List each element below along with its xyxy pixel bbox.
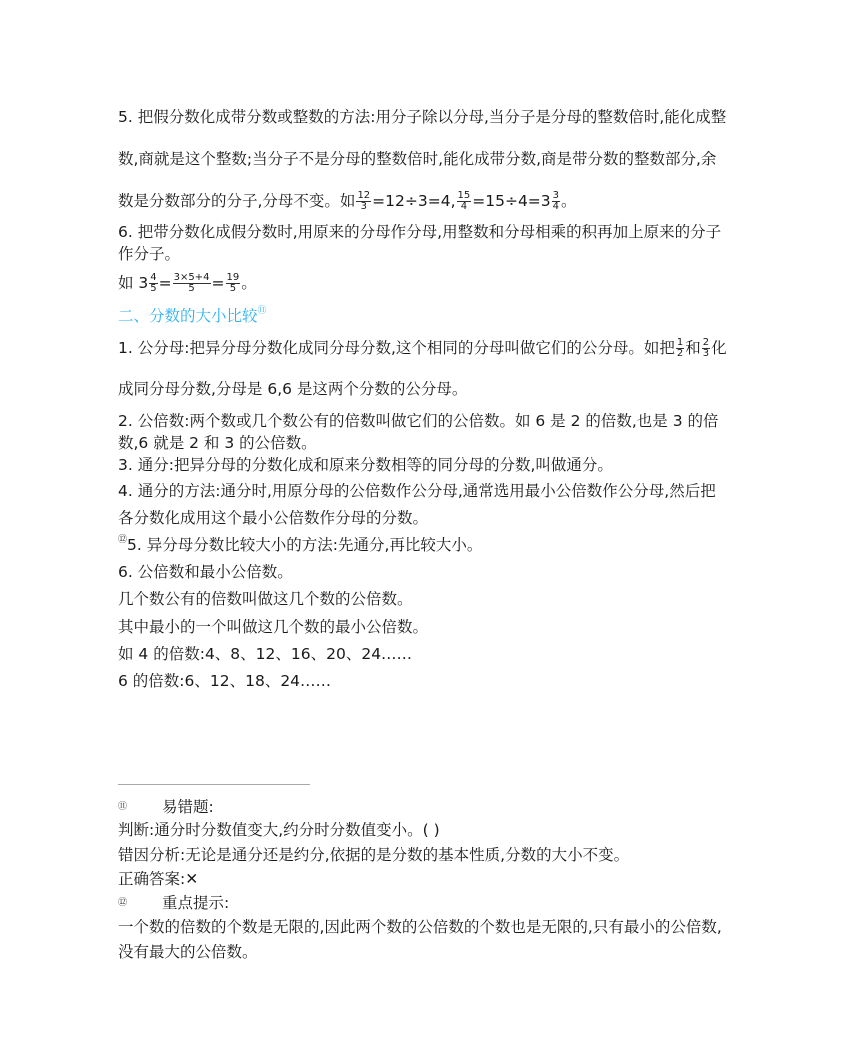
fraction-expression: $\frac{3\times 5+4}{5}$: [173, 272, 210, 294]
s5-line: ⑫5. 异分母分数比较大小的方法:先通分,再比较大小。: [118, 535, 483, 554]
footnote-12-line: 一个数的倍数的个数是无限的,因此两个数的公倍数的个数也是无限的,只有最小的公倍数,: [118, 918, 722, 936]
s2-line1: 2. 公倍数:两个数或几个数公有的倍数叫做它们的公倍数。如 6 是 2 的倍数,也是 3 的倍: [118, 412, 719, 430]
p5-text: =15÷4=3: [472, 192, 551, 210]
s3-line: 3. 通分:把异分母的分数化成和原来分数相等的同分母的分数,叫做通分。: [118, 456, 613, 474]
s2-line2: 数,6 就是 2 和 3 的公倍数。: [118, 434, 317, 452]
s6-line: 如 4 的倍数:4、8、12、16、20、24……: [118, 645, 413, 663]
p5-line2: 数,商就是这个整数;当分子不是分母的整数倍时,能化成带分数,商是带分数的整数部分,余: [118, 150, 717, 168]
p5-text: =12÷3=4,: [372, 192, 456, 210]
footnote-12-heading: ⑫ 重点提示:: [118, 894, 230, 912]
fraction-1-2: $\frac{1}{2}$: [676, 337, 684, 359]
fraction-12-3: $\frac{12}{3}$: [357, 190, 371, 212]
footnote-11-line: 错因分析:无论是通分还是约分,依据的是分数的基本性质,分数的大小不变。: [118, 846, 630, 864]
s6-line: 其中最小的一个叫做这几个数的最小公倍数。: [118, 618, 429, 636]
p5-line1: 5. 把假分数化成带分数或整数的方法:用分子除以分母,当分子是分母的整数倍时,能化成整: [118, 108, 727, 126]
fraction-15-4: $\frac{15}{4}$: [457, 190, 471, 212]
footnote-mark-12: ⑫: [118, 898, 128, 908]
footnote-ref-11[interactable]: ⑪: [257, 306, 267, 316]
s6-line: 6. 公倍数和最小公倍数。: [118, 563, 293, 581]
s6-line: 几个数公有的倍数叫做这几个数的公倍数。: [118, 590, 413, 608]
fraction-4-5: $\frac{4}{5}$: [150, 272, 157, 294]
footnote-12-line: 没有最大的公倍数。: [118, 943, 258, 961]
s4-line2: 各分数化成用这个最小公倍数作分母的分数。: [118, 509, 429, 527]
footnote-11-line: 正确答案:✕: [118, 870, 199, 888]
fraction-2-3: $\frac{2}{3}$: [702, 337, 710, 359]
s1-line2: 成同分母分数,分母是 6,6 是这两个分数的公分母。: [118, 380, 468, 398]
footnote-divider: [118, 784, 310, 785]
p6-line1: 6. 把带分数化成假分数时,用原来的分母作分母,用整数和分母相乘的积再加上原来的分子: [118, 223, 722, 241]
footnote-ref-12[interactable]: ⑫: [118, 535, 128, 545]
s1-line1: 1. 公分母:把异分母分数化成同分母分数,这个相同的分母叫做它们的公分母。如把 $\frac{1}{2}$ 和 $\frac{2}{3}$ 化: [118, 337, 727, 359]
footnote-11-heading: ⑪ 易错题:: [118, 798, 214, 816]
p6-line2: 作分子。: [118, 245, 181, 263]
s6-line: 6 的倍数:6、12、18、24……: [118, 672, 332, 690]
p5-text: 数是分数部分的分子,分母不变。如: [118, 192, 356, 210]
footnote-mark-11: ⑪: [118, 802, 128, 812]
fraction-19-5: $\frac{19}{5}$: [226, 272, 240, 294]
section-heading: 二、分数的大小比较⑪: [118, 306, 267, 325]
footnote-11-line: 判断:通分时分数值变大,约分时分数值变小。( ): [118, 821, 440, 839]
p5-line3: 数是分数部分的分子,分母不变。如 $\frac{12}{3}$ =12÷3=4, $\frac{15}{4}$ =15÷4=3 $\frac{3}{4}$ 。: [118, 190, 577, 212]
p6-example: 如 3 $\frac{4}{5}$ = $\frac{3\times 5+4}{5}$ = $\frac{19}{5}$ 。: [118, 272, 257, 294]
s4-line1: 4. 通分的方法:通分时,用原分母的公倍数作公分母,通常选用最小公倍数作公分母,然后把: [118, 482, 716, 500]
fraction-3-4: $\frac{3}{4}$: [552, 190, 560, 212]
